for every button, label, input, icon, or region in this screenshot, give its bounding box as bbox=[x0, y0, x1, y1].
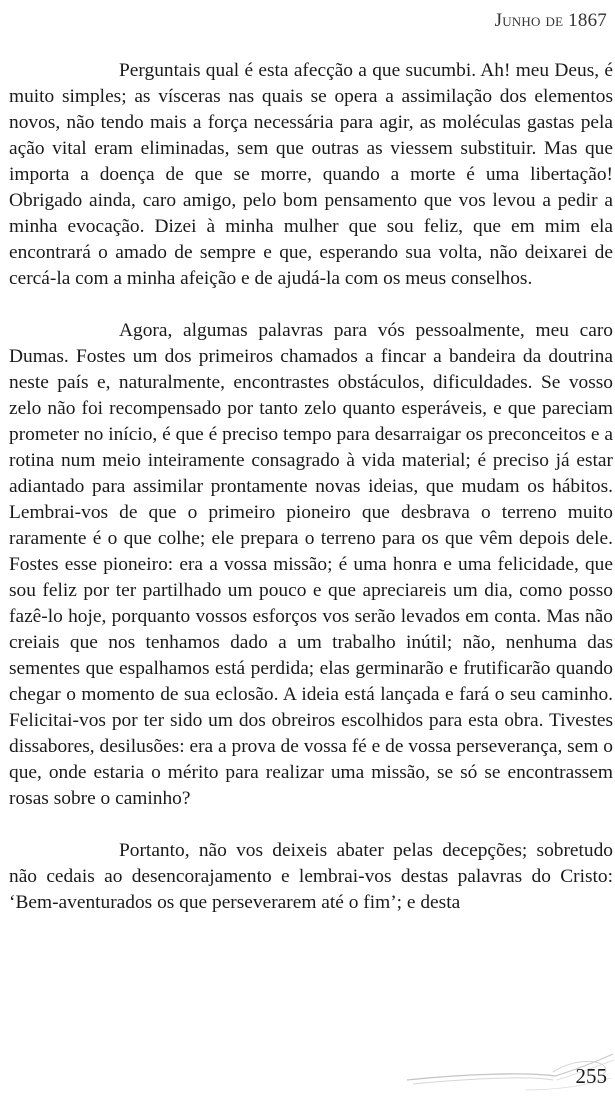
page-number: 255 bbox=[575, 1064, 607, 1088]
body-paragraph: Perguntais qual é esta afecção a que sucumbi. Ah! meu Deus, é muito simples; as vísceras nas quais se opera a assimilação dos elementos novos, não tendo mais a força necessária para agir, as moléculas gastas pela ação vital eram eliminadas, sem que outras as viessem substituir. Mas que importa a doença de que se morre, quando a morte é uma libertação! Obrigado ainda, caro amigo, pelo bom pensamento que vos levou a pedir a minha evocação. Dizei à minha mulher que sou feliz, que em mim ela encontrará o amado de sempre e que, esperando sua volta, não deixarei de cercá-la com a minha afeição e de ajudá-la com os meus conselhos. bbox=[9, 60, 613, 289]
body-paragraph: Agora, algumas palavras para vós pessoalmente, meu caro Dumas. Fostes um dos primeiros chamados a fincar a bandeira da doutrina neste país e, naturalmente, encontrastes obstáculos, dificuldades. Se vosso zelo não foi recompensado por tanto zelo quanto esperáveis, e que pareciam prometer no início, é que é preciso tempo para desarraigar os preconceitos e a rotina num meio inteiramente consagrado à vida material; é preciso já estar adiantado para assimilar prontamente novas ideias, que mudam os hábitos. Lembrai-vos de que o primeiro pioneiro que desbrava o terreno muito raramente é o que colhe; ele prepara o terreno para os que vêm depois dele. Fostes esse pioneiro: era a vossa missão; é uma honra e uma felicidade, que sou feliz por ter partilhado um pouco e que apreciareis um dia, como posso fazê-lo hoje, porquanto vossos esforços vos serão levados em conta. Mas não creiais que nos tenhamos dado a um trabalho inútil; não, nenhuma das sementes que espalhamos está perdida; elas germinarão e frutificarão quando chegar o momento de sua eclosão. A ideia está lançada e fará o seu caminho. Felicitai-vos por ter sido um dos obreiros escolhidos para esta obra. Tivestes dissabores, desilusões: era a prova de vossa fé e de vossa perseverança, sem o que, onde estaria o mérito para realizar uma missão, se só se encontrassem rosas sobre o caminho? bbox=[9, 320, 613, 809]
page-body bbox=[9, 58, 613, 916]
running-header: Junho de 1867 bbox=[494, 10, 607, 31]
body-paragraph: Portanto, não vos deixeis abater pelas decepções; sobretudo não cedais ao desencorajamento e lembrai-vos destas palavras do Cristo: ‘Bem-aventurados os que perseverarem até o fim’; e desta bbox=[9, 840, 613, 913]
